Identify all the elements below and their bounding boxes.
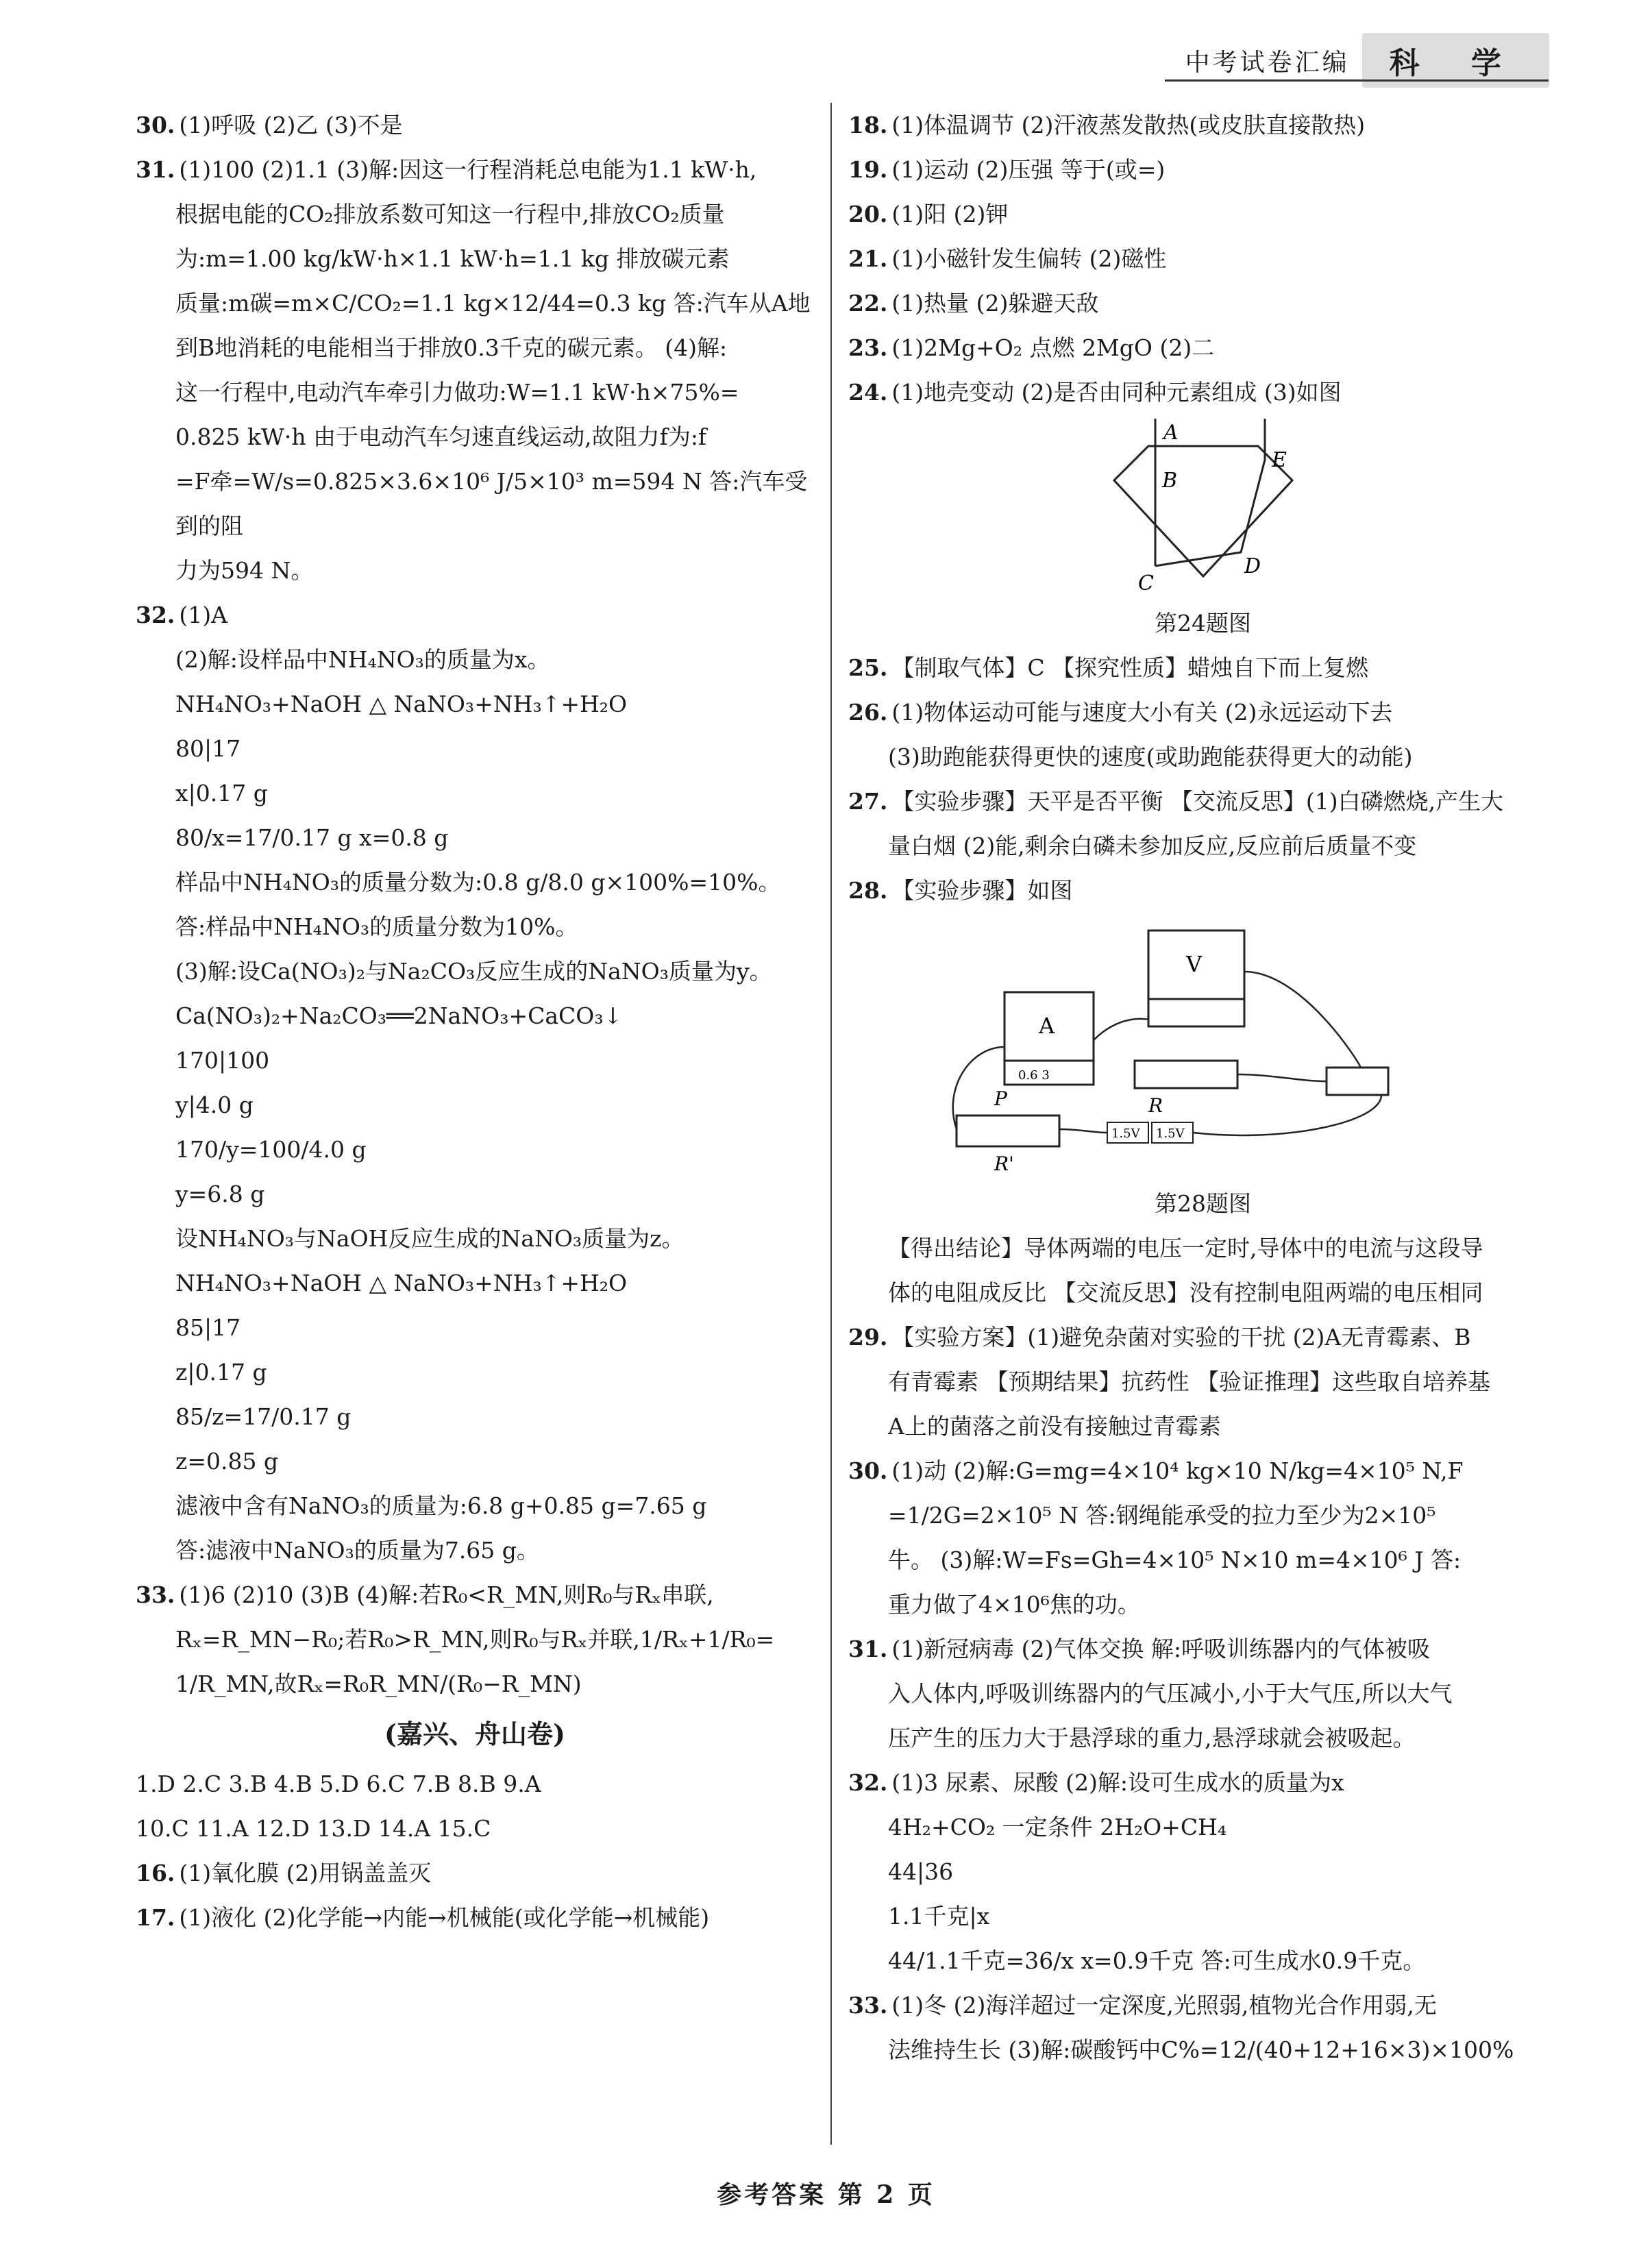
fig28-label-r: R	[1148, 1094, 1163, 1117]
answer-31: 31. (1)100 (2)1.1 (3)解:因这一行程消耗总电能为1.1 kW·h, 根据电能的CO₂排放系数可知这一行程中,排放CO₂质量 为:m=1.00 kg/kW·h×1.1 kW·h=1.1 kg 排放碳元素 质量:m碳=m×C/CO₂=1.1 kg×12/44=0.3 kg 答:汽车从A地 到B地消耗的电能相当于排放0.3千克的碳元素。 (4)解: 这一行程中,电动汽车牵引力做功:W=1.1 kW·h×75%= 0.825 kW·h 由于电动汽车匀速直线运动,故阻力f为:f =F牵=W/s=0.825×3.6×10⁶ J/5×10³ m=594 N 答:汽车受到的阻 力为594 N。	[136, 156, 811, 584]
fig28-battery-2: 1.5V	[1155, 1126, 1185, 1141]
fig28-ammeter-scale: 0.6 3	[1018, 1068, 1050, 1083]
answer-30: 30. (1)呼吸 (2)乙 (3)不是	[136, 112, 403, 138]
answer-27: 27. 【实验步骤】天平是否平衡 【交流反思】(1)白磷燃烧,产生大 量白烟 (2)能,剩余白磷未参加反应,反应前后质量不变	[848, 788, 1504, 859]
answer-22: 22. (1)热量 (2)躲避天敌	[848, 290, 1099, 317]
column-divider	[830, 103, 832, 2145]
answer-33b: 33. (1)冬 (2)海洋超过一定深度,光照弱,植物光合作用弱,无 法维持生长 (3)解:碳酸钙中C%=12/(40+12+16×3)×100%	[848, 1992, 1514, 2063]
answer-16: 16. (1)氧化膜 (2)用锅盖盖灭	[136, 1860, 432, 1886]
figure-24-ray-diagram	[1100, 419, 1306, 597]
answer-26: 26. (1)物体运动可能与速度大小有关 (2)永远运动下去 (3)助跑能获得更快的速度(或助跑能获得更大的动能)	[848, 699, 1413, 770]
answer-33: 33. (1)6 (2)10 (3)B (4)解:若R₀<R_MN,则R₀与Rₓ串联, Rₓ=R_MN−R₀;若R₀>R_MN,则R₀与Rₓ并联,1/Rₓ+1/R₀= 1/R_MN,故Rₓ=R₀R_MN/(R₀−R_MN)	[136, 1581, 775, 1697]
left-column	[136, 103, 814, 1940]
mc-answers-2: 10.C 11.A 12.D 13.D 14.A 15.C	[136, 1815, 491, 1842]
fig24-label-b: B	[1161, 469, 1177, 493]
fig28-battery-1: 1.5V	[1111, 1126, 1140, 1141]
fig28-ammeter-label: A	[1038, 1013, 1055, 1039]
answer-32b: 32. (1)3 尿素、尿酸 (2)解:设可生成水的质量为x 4H₂+CO₂ 一定条件 2H₂O+CH₄ 44|36 1.1千克|x 44/1.1千克=36/x x=0.9千克 答:可生成水0.9千克。	[848, 1769, 1426, 1974]
figure-24-caption: 第24题图	[1155, 610, 1251, 637]
figure-28-caption: 第28题图	[1155, 1190, 1251, 1217]
answer-28-conclusion: 【得出结论】导体两端的电压一定时,导体中的电流与这段导 体的电阻成反比 【交流反思】没有控制电阻两端的电压相同	[888, 1235, 1483, 1306]
mc-answers-1: 1.D 2.C 3.B 4.B 5.D 6.C 7.B 8.B 9.A	[136, 1771, 541, 1797]
answer-29: 29. 【实验方案】(1)避免杂菌对实验的干扰 (2)A无青霉素、B 有青霉素 【预期结果】抗药性 【验证推理】这些取自培养基 A上的菌落之前没有接触过青霉素	[848, 1324, 1490, 1440]
fig24-label-e: E	[1271, 448, 1287, 472]
answer-28: 28. 【实验步骤】如图	[848, 877, 1073, 904]
fig28-label-p: P	[994, 1087, 1007, 1110]
answer-19: 19. (1)运动 (2)压强 等于(或=)	[848, 156, 1166, 183]
section-title: (嘉兴、舟山卷)	[384, 1718, 565, 1749]
page-footer: 参考答案 第 2 页	[717, 2180, 935, 2209]
fig24-label-a: A	[1163, 421, 1179, 445]
answer-18: 18. (1)体温调节 (2)汗液蒸发散热(或皮肤直接散热)	[848, 112, 1366, 138]
answer-24: 24. (1)地壳变动 (2)是否由同种元素组成 (3)如图	[848, 379, 1342, 406]
answer-31b: 31. (1)新冠病毒 (2)气体交换 解:呼吸训练器内的气体被吸 入人体内,呼吸训练器内的气压减小,小于大气压,所以大气 压产生的压力大于悬浮球的重力,悬浮球就会被吸起。	[848, 1636, 1453, 1751]
fig24-label-d: D	[1244, 554, 1261, 578]
figure-28-circuit	[943, 917, 1464, 1177]
header-rule	[1165, 79, 1549, 82]
answer-25: 25. 【制取气体】C 【探究性质】蜡烛自下而上复燃	[848, 654, 1369, 681]
fig24-label-c: C	[1137, 571, 1154, 595]
answer-20: 20. (1)阳 (2)钾	[848, 201, 1009, 227]
subject-badge: 科 学	[1362, 33, 1549, 88]
right-column	[848, 103, 1557, 2072]
answer-23: 23. (1)2Mg+O₂ 点燃 2MgO (2)二	[848, 334, 1215, 361]
fig28-voltmeter-label: V	[1185, 951, 1202, 977]
answer-32: 32. (1)A (2)解:设样品中NH₄NO₃的质量为x。 NH₄NO₃+NaOH △ NaNO₃+NH₃↑+H₂O 80|17 x|0.17 g 80/x=17/0.17 g x=0.8 g 样品中NH₄NO₃的质量分数为:0.8 g/8.0 g×100%=10%。 答:样品中NH₄NO₃的质量分数为10%。 (3)解:设Ca(NO₃)₂与Na₂CO₃反应生成的NaNO₃质量为y。 Ca(NO₃)₂+Na₂CO₃══2NaNO₃+CaCO₃↓ 170|100 y|4.0 g 170/y=100/4.0 g y=6.8 g 设NH₄NO₃与NaOH反应生成的NaNO₃质量为z。 NH₄NO₃+NaOH △ NaNO₃+NH₃↑+H₂O 85|17 z|0.17 g 85/z=17/0.17 g z=0.85 g 滤液中含有NaNO₃的质量为:6.8 g+0.85 g=7.65 g 答:滤液中NaNO₃的质量为7.65 g。	[136, 602, 781, 1564]
series-title: 中考试卷汇编	[1185, 48, 1350, 77]
answer-30b: 30. (1)动 (2)解:G=mg=4×10⁴ kg×10 N/kg=4×10⁵ N,F =1/2G=2×10⁵ N 答:钢绳能承受的拉力至少为2×10⁵ 牛。 (3)解:W=Fs=Gh=4×10⁵ N×10 m=4×10⁶ J 答: 重力做了4×10⁶焦的功。	[848, 1457, 1464, 1618]
fig28-label-r-prime: R'	[994, 1153, 1014, 1175]
answer-17: 17. (1)液化 (2)化学能→内能→机械能(或化学能→机械能)	[136, 1904, 710, 1931]
answer-21: 21. (1)小磁针发生偏转 (2)磁性	[848, 245, 1167, 272]
